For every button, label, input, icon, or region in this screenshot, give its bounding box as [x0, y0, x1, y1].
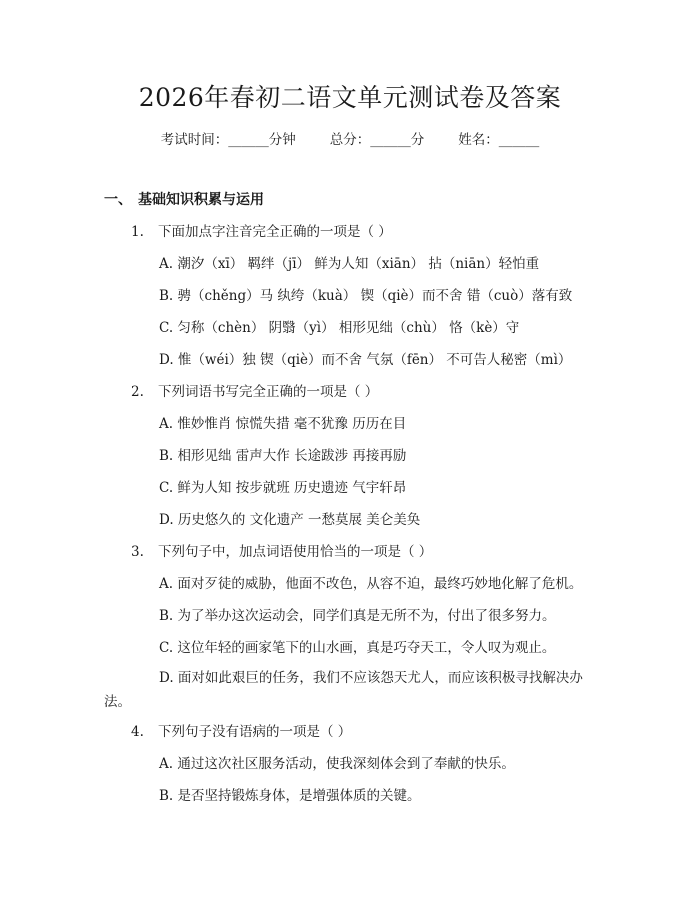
answer-option: A. 通过这次社区服务活动，使我深刻体会到了奉献的快乐。	[159, 756, 515, 772]
total-score-field: 总分：______分	[329, 132, 425, 148]
question-number: 3.	[131, 544, 144, 560]
student-name-field: 姓名：______	[458, 132, 540, 148]
answer-option: B. 骋（chěng）马 纨绔（kuà） 锲（qiè）而不舍 错（cuò）落有致	[159, 288, 573, 304]
answer-option: B. 相形见绌 雷声大作 长途跋涉 再接再励	[159, 448, 407, 464]
question-number: 1.	[131, 224, 144, 240]
answer-option: C. 匀称（chèn） 阴翳（yì） 相形见绌（chù） 恪（kè）守	[159, 320, 520, 336]
question-stem	[131, 222, 392, 242]
section-heading	[104, 190, 264, 210]
question-text: 下列句子中，加点词语使用恰当的一项是（ ）	[158, 544, 433, 560]
answer-option: A. 惟妙惟肖 惊慌失措 毫不犹豫 历历在目	[159, 416, 407, 432]
answer-option: B. 为了举办这次运动会，同学们真是无所不为，付出了很多努力。	[159, 608, 556, 624]
page-title: 2026年春初二语文单元测试卷及答案	[138, 83, 562, 112]
answer-option: C. 鲜为人知 按步就班 历史遗迹 气宇轩昂	[159, 480, 407, 496]
answer-option: A. 潮汐（xī） 羁绊（jī） 鲜为人知（xiān） 拈（niān）轻怕重	[159, 256, 540, 272]
answer-option: D. 惟（wéi）独 锲（qiè）而不舍 气氛（fēn） 不可告人秘密（mì）	[159, 352, 572, 368]
question-number: 4.	[131, 724, 144, 740]
question-stem	[131, 722, 351, 742]
question-number: 2.	[131, 384, 144, 400]
answer-option: C. 这位年轻的画家笔下的山水画，真是巧夺天工，令人叹为观止。	[159, 640, 556, 656]
question-stem	[131, 542, 432, 562]
question-text: 下面加点字注音完全正确的一项是（ ）	[158, 224, 392, 240]
exam-time-field: 考试时间：______分钟	[160, 132, 296, 148]
question-stem	[131, 382, 378, 402]
answer-option: D. 历史悠久的 文化遗产 一愁莫展 美仑美奂	[159, 512, 421, 528]
section-number: 一、	[104, 192, 132, 208]
question-text: 下列词语书写完全正确的一项是（ ）	[158, 384, 379, 400]
section-title: 基础知识积累与运用	[138, 192, 264, 208]
question-text: 下列句子没有语病的一项是（ ）	[158, 724, 352, 740]
exam-meta	[0, 130, 700, 150]
answer-option: A. 面对歹徒的威胁，他面不改色，从容不迫，最终巧妙地化解了危机。	[159, 576, 583, 592]
answer-option: D. 面对如此艰巨的任务，我们不应该怨天尤人，而应该积极寻找解决办法。	[104, 670, 583, 710]
answer-option: B. 是否坚持锻炼身体，是增强体质的关键。	[159, 788, 421, 804]
